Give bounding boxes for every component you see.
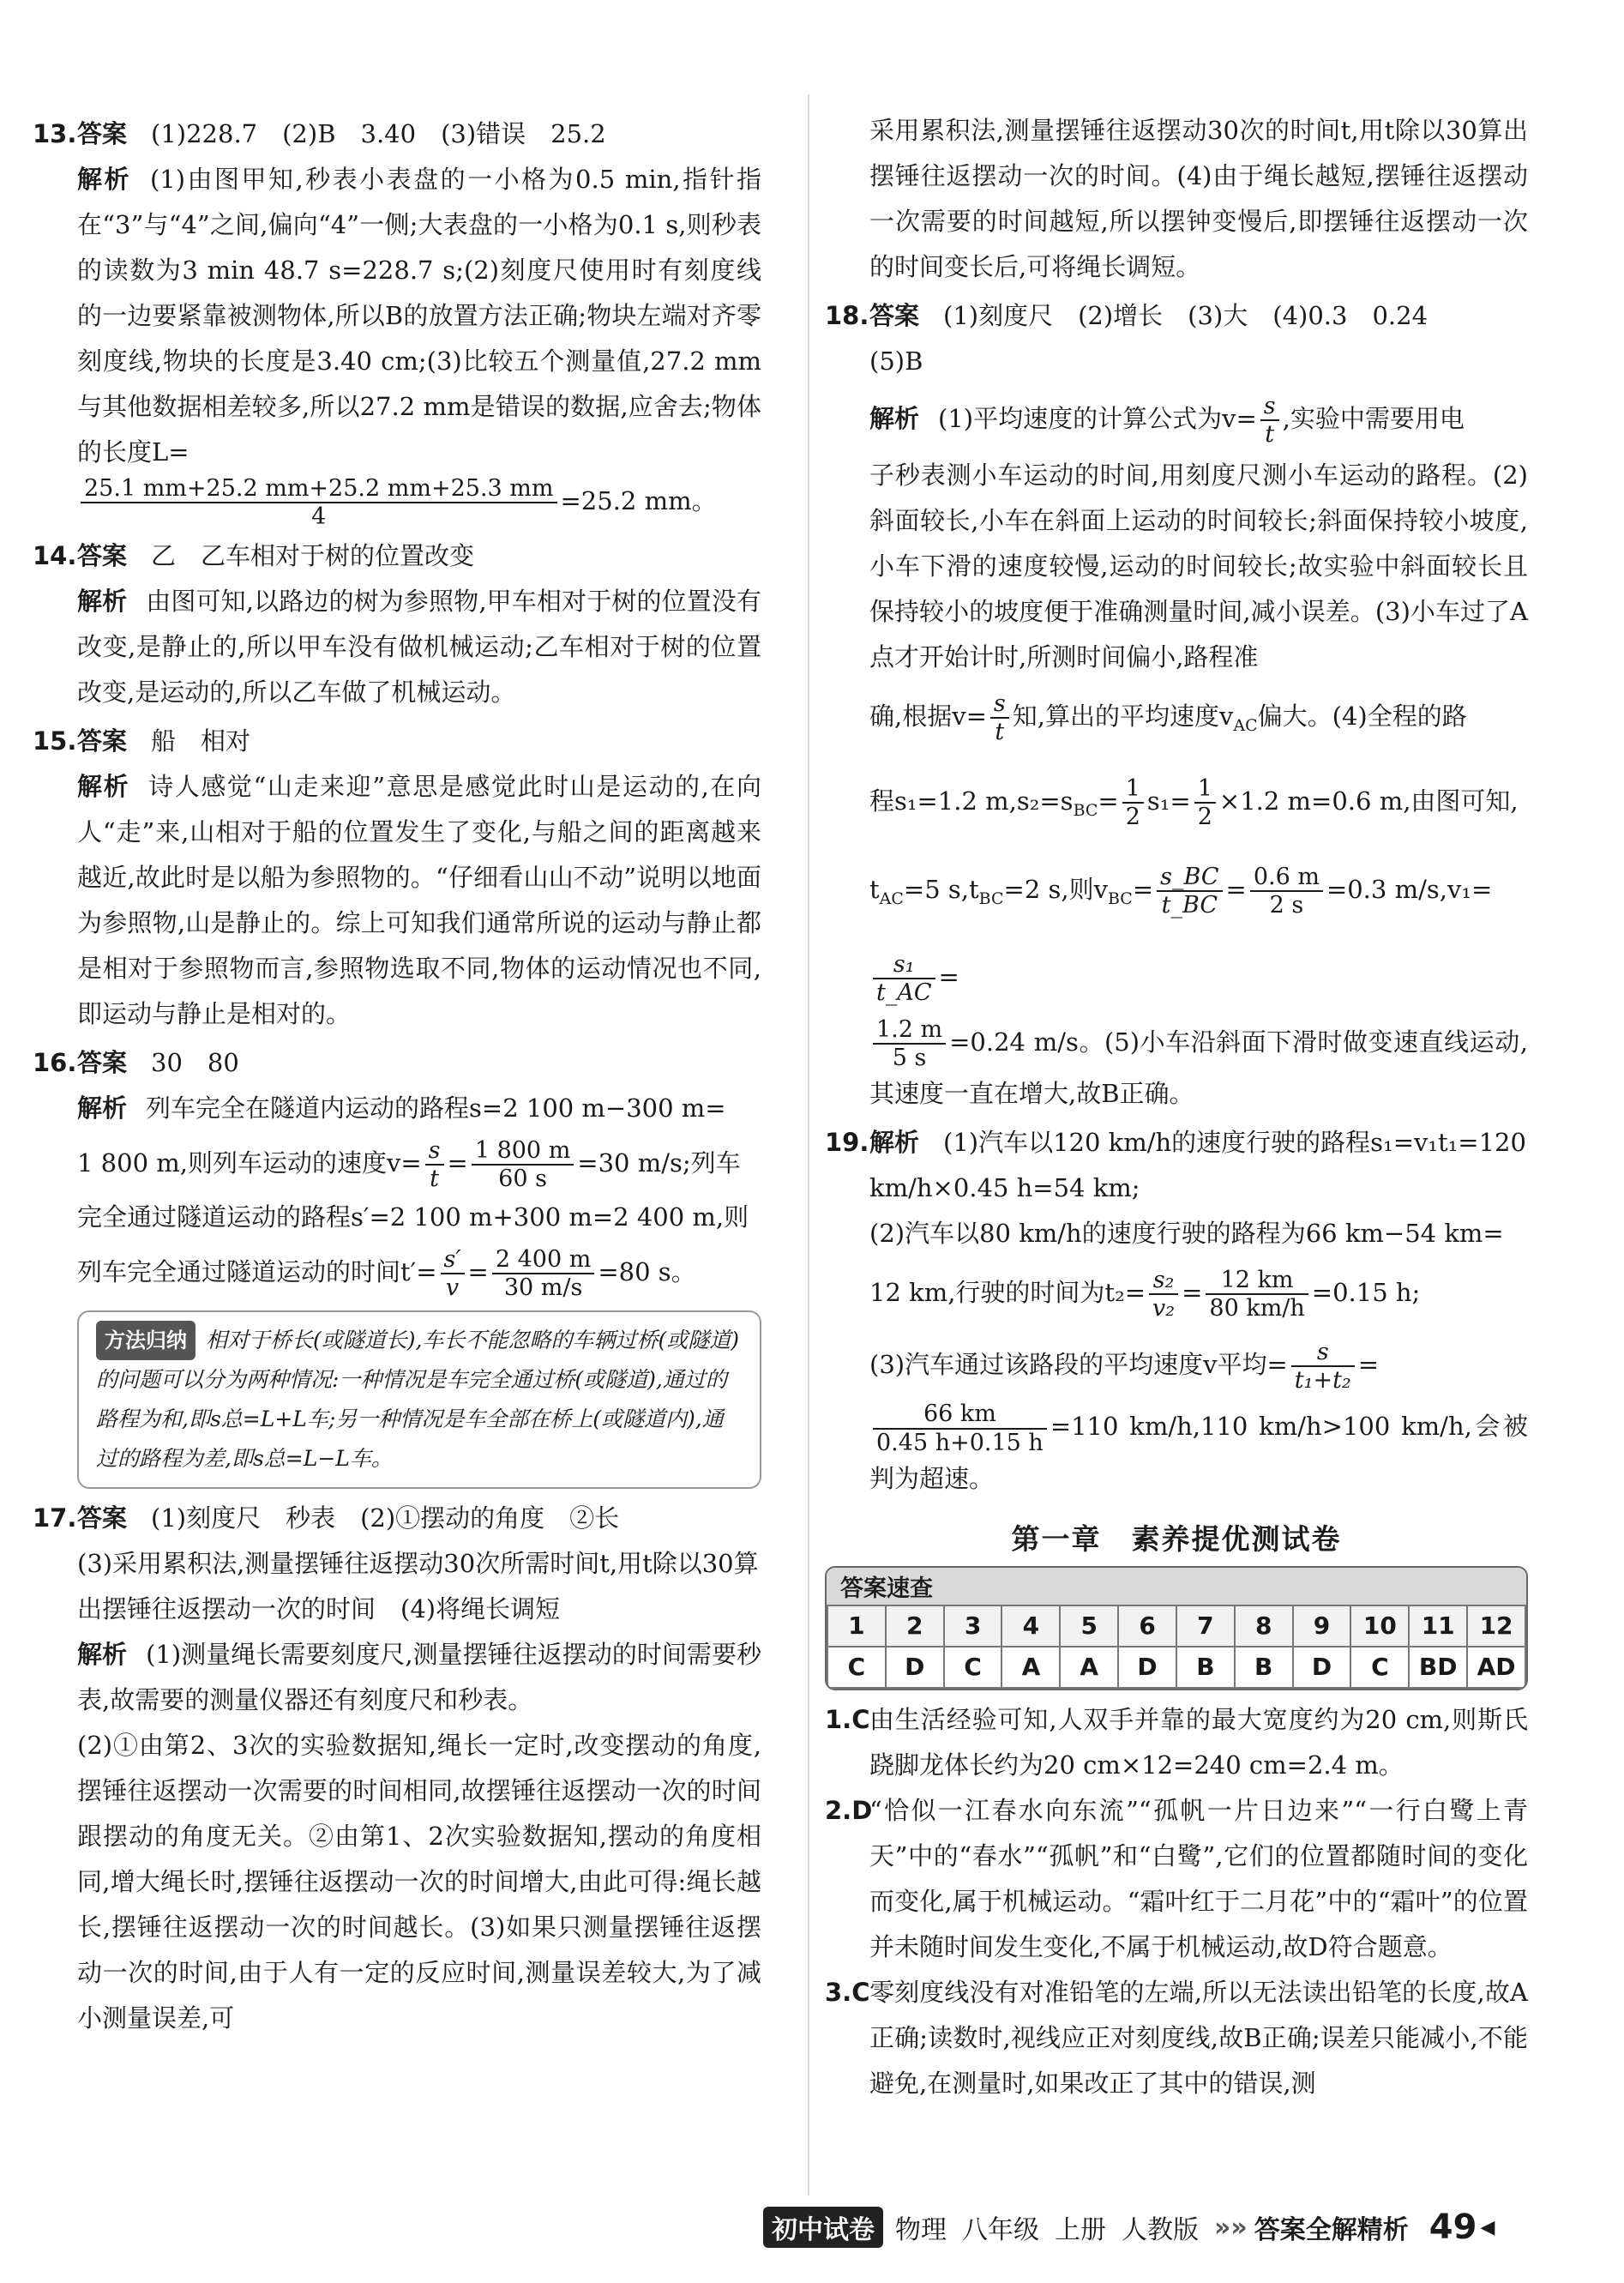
qa-ans: A <box>1001 1647 1060 1688</box>
q15-analysis: 解析 诗人感觉“山走来迎”意思是感觉此时山是运动的,在向人“走”来,山相对于船的位置发生了变化,与船之间的距离越来越近,故此时是以船为参照物的。“仔细看山山不动”说明以地面为参照物,山是静止的。综上可知我们通常所说的运动与静止都是相对于参照物而言,参照物选取不同,物体的运动情况也不同,即运动与静止是相对的。 <box>77 772 761 1029</box>
q19-analysis-head: 19. 解析 (1)汽车以120 km/h的速度行驶的路程s₁=v₁t₁=120 km/h×0.45 h=54 km; <box>825 1128 1526 1203</box>
qa-num: 3 <box>944 1605 1002 1647</box>
choice-2-explanation: 2.D “恰似一江春水向东流”“孤帆一片日边来”“一行白鹭上青天”中的“春水”“孤帆”和“白鹭”,它们的位置都随时间的变化而变化,属于机械运动。“霜叶红于二月花”中的“霜叶”的位置并未随时间发生变化,不属于机械运动,故D符合题意。 <box>825 1795 1528 1961</box>
quick-answer-letters <box>827 1647 1525 1688</box>
footer-term: 上册 <box>1055 2215 1106 2245</box>
qa-num: 10 <box>1350 1605 1409 1647</box>
q18-analysis-body: 子秒表测小车运动的时间,用刻度尺测小车运动的路程。(2)斜面较长,小车在斜面上运动的时间较长;斜面保持较小坡度,小车下滑的速度较慢,运动的时间较长;故实验中斜面较长且保持较小的坡度便于准确测量时间,减小误差。(3)小车过了A点才开始计时,所测时间偏小,路程准 <box>869 461 1528 672</box>
quick-answer-table <box>825 1566 1528 1690</box>
footer-brand: 初中试卷 <box>763 2207 883 2248</box>
choice-3-explanation: 3.C 零刻度线没有对准铅笔的左端,所以无法读出铅笔的长度,故A正确;读数时,视线应正对刻度线,故B正确;误差只能减小,不能避免,在测量时,如果改正了其中的错误,测 <box>825 1977 1528 2098</box>
method-summary-tag: 方法归纳 <box>96 1321 195 1360</box>
q18-analysis-line5: $t_{AC}=5$ $s,t_{BC}=2$ s,则$v_{BC}=$ $\frac{s\_BC}{t\_BC}$ = $\frac{0.6 m}{2 s}$ =0.3 m/s,v₁= $\frac{\text{s₁}}{t\_AC}$ = <box>869 863 1493 1007</box>
q18-answer: 18. 答案 (1)刻度尺 (2)增长 (3)大 (4)0.3 0.24 <box>825 301 1429 330</box>
qa-num: 8 <box>1235 1605 1293 1647</box>
qa-num: 1 <box>827 1605 886 1647</box>
qa-ans: D <box>1293 1647 1351 1688</box>
qa-ans: A <box>1060 1647 1118 1688</box>
q17-answer-cont: (3)采用累积法,测量摆锤往返摆动30次所需时间t,用t除以30算出摆锤往返摆动一次的时间 (4)将绳长调短 <box>77 1549 759 1624</box>
footer-grade: 八年级 <box>962 2215 1039 2245</box>
method-summary-text: 相对于桥长(或隧道长),车长不能忽略的车辆过桥(或隧道)的问题可以分为两种情况:一种情况是车完全通过桥(或隧道),通过的路程为和,即s总=L+L车;另一种情况是车全部在桥上(或隧道内),通过的路程为差,即s总=L−L车。 <box>96 1328 739 1472</box>
q16-time-formula: 列车完全通过隧道运动的时间t′= $\frac{s'}{v}$ = $\frac{2 400 m}{30 m/s}$ =80 s。 <box>77 1246 696 1302</box>
q17-answer: 17. 答案 (1)刻度尺 秒表 (2)①摆动的角度 ②长 <box>33 1503 620 1533</box>
q16-analysis: 解析 列车完全在隧道内运动的路程s=2 100 m−300 m= <box>77 1093 726 1123</box>
q19-line2: (2)汽车以80 km/h的速度行驶的路程为66 km−54 km= <box>869 1219 1504 1249</box>
qa-ans: AD <box>1467 1647 1525 1688</box>
q16-speed-formula: 1 800 m,则列车运动的速度v= $\frac{s}{t}$ = $\frac{1 800 m}{60 s}$ =30 m/s;列车 <box>77 1137 741 1193</box>
quick-answer-grid <box>827 1605 1526 1689</box>
footer-subject: 物理 <box>895 2215 947 2245</box>
q17-analysis-end: 采用累积法,测量摆锤往返摆动30次的时间t,用t除以30算出摆锤往返摆动一次的时间。(4)由于绳长越短,摆锤往返摆动一次需要的时间越短,所以摆钟变慢后,即摆锤往返摆动一次的时间变长后,可将绳长调短。 <box>869 116 1528 281</box>
qa-num: 2 <box>886 1605 944 1647</box>
q14-analysis: 解析 由图可知,以路边的树为参照物,甲车相对于树的位置没有改变,是静止的,所以甲车没有做机械运动;乙车相对于树的位置改变,是运动的,所以乙车做了机械运动。 <box>77 587 761 708</box>
q15-answer: 15. 答案 船 相对 <box>33 726 251 756</box>
qa-num: 11 <box>1409 1605 1467 1647</box>
column-divider <box>808 94 809 2196</box>
q18-analysis-line3: 确,根据v= $\frac{s}{t}$ 知,算出的平均速度$v_{AC}$偏大。(4)全程的路 <box>869 690 1467 745</box>
footer-edition: 人教版 <box>1122 2215 1199 2245</box>
q18-answer-cont: (5)B <box>869 346 923 376</box>
right-column <box>825 108 1528 2106</box>
quick-answer-title: 答案速查 <box>827 1568 1526 1605</box>
q18-analysis-line4: 程s₁=1.2 $m,s_2=s_{BC}=$ $\frac{1}{2}$ s₁= $\frac{1}{2}$ ×1.2 m=0.6 m,由图可知, <box>869 774 1519 830</box>
qa-num: 6 <box>1118 1605 1176 1647</box>
quick-answer-numbers <box>827 1605 1525 1647</box>
qa-ans: D <box>1118 1647 1176 1688</box>
triangle-left-icon: ◀ <box>1480 2216 1495 2238</box>
q17-analysis-cont: (2)①由第2、3次的实验数据知,绳长一定时,改变摆动的角度,摆锤往返摆动一次需要的时间相同,故摆锤往返摆动一次的时间跟摆动的角度无关。②由第1、2次实验数据知,摆动的角度相同,增大绳长时,摆锤往返摆动一次的时间增大,由此可得:绳长越长,摆锤往返摆动一次的时间越长。(3)如果只测量摆锤往返摆动一次的时间,由于人有一定的反应时间,测量误差较大,为了减小测量误差,可 <box>77 1731 761 2033</box>
qa-ans: C <box>1350 1647 1409 1688</box>
q19-line3: 12 km,行驶的时间为t₂= $\frac{\text{s₂}}{\text{v₂}}$ = $\frac{12 km}{80 km/h}$ =0.15 h; <box>869 1267 1421 1322</box>
q17-analysis: 解析 (1)测量绳长需要刻度尺,测量摆锤往返摆动的时间需要秒表,故需要的测量仪器还有刻度尺和秒表。 <box>77 1640 761 1715</box>
q18-analysis-line1: 解析 (1)平均速度的计算公式为v= $\frac{s}{t}$ ,实验中需要用电 <box>869 392 1465 448</box>
q13-answer: 13. 答案 (1)228.7 (2)B 3.40 (3)错误 25.2 <box>33 119 606 148</box>
q13-analysis: 解析 (1)由图甲知,秒表小表盘的一小格为0.5 min,指针指在“3”与“4”之间,偏向“4”一侧;大表盘的一小格为0.1 s,则秒表的读数为3 min 48.7 s=228.7 s;(2)刻度尺使用时有刻度线的一边要紧靠被测物体,所以B的放置方法正确;物块左端对齐零刻度线,物块的长度是3.40 cm;(3)比较五个测量值,27.2 mm与其他数据相差较多,所以27.2 mm是错误的数据,应舍去;物体的长度L= <box>77 165 761 467</box>
page-footer <box>763 2206 1495 2249</box>
qa-ans: C <box>827 1647 886 1688</box>
q14-answer: 14. 答案 乙 乙车相对于树的位置改变 <box>33 541 475 571</box>
qa-num: 7 <box>1176 1605 1235 1647</box>
q16-line3: 完全通过隧道运动的路程s′=2 100 m+300 m=2 400 m,则 <box>77 1202 749 1232</box>
chapter-title: 第一章 素养提优测试卷 <box>1011 1521 1342 1556</box>
q13-formula: $\frac{25.1 mm+25.2 mm+25.2 mm+25.3 mm}{4}$ =25.2 mm。 <box>33 475 761 530</box>
method-summary-box <box>77 1310 761 1489</box>
qa-ans: BD <box>1409 1647 1467 1688</box>
left-column <box>33 108 761 2041</box>
page-number: 49 <box>1429 2208 1477 2247</box>
footer-title: 答案全解精析 <box>1254 2215 1409 2245</box>
qa-ans: B <box>1176 1647 1235 1688</box>
qa-num: 12 <box>1467 1605 1525 1647</box>
footer-arrows-icon: »» <box>1214 2212 1248 2243</box>
qa-ans: C <box>944 1647 1002 1688</box>
q19-line4: (3)汽车通过该路段的平均速度v平均= $\frac{s}{\text{t₁+t₂}}$ = <box>869 1339 1380 1394</box>
q18-analysis-line6: $\frac{1.2 m}{5 s}$ =0.24 m/s。(5)小车沿斜面下滑时做变速直线运动,其速度一直在增大,故B正确。 <box>869 1016 1528 1109</box>
qa-num: 4 <box>1001 1605 1060 1647</box>
qa-num: 5 <box>1060 1605 1118 1647</box>
q19-line5: $\frac{66 km}{0.45 h+0.15 h}$ =110 km/h,110 km/h>100 km/h,会被判为超速。 <box>869 1401 1528 1493</box>
qa-num: 9 <box>1293 1605 1351 1647</box>
qa-ans: B <box>1235 1647 1293 1688</box>
choice-1-explanation: 1.C 由生活经验可知,人双手并靠的最大宽度约为20 cm,则斯氏跷脚龙体长约为20 cm×12=240 cm=2.4 m。 <box>825 1704 1528 1780</box>
qa-ans: D <box>886 1647 944 1688</box>
q16-answer: 16. 答案 30 80 <box>33 1048 239 1078</box>
